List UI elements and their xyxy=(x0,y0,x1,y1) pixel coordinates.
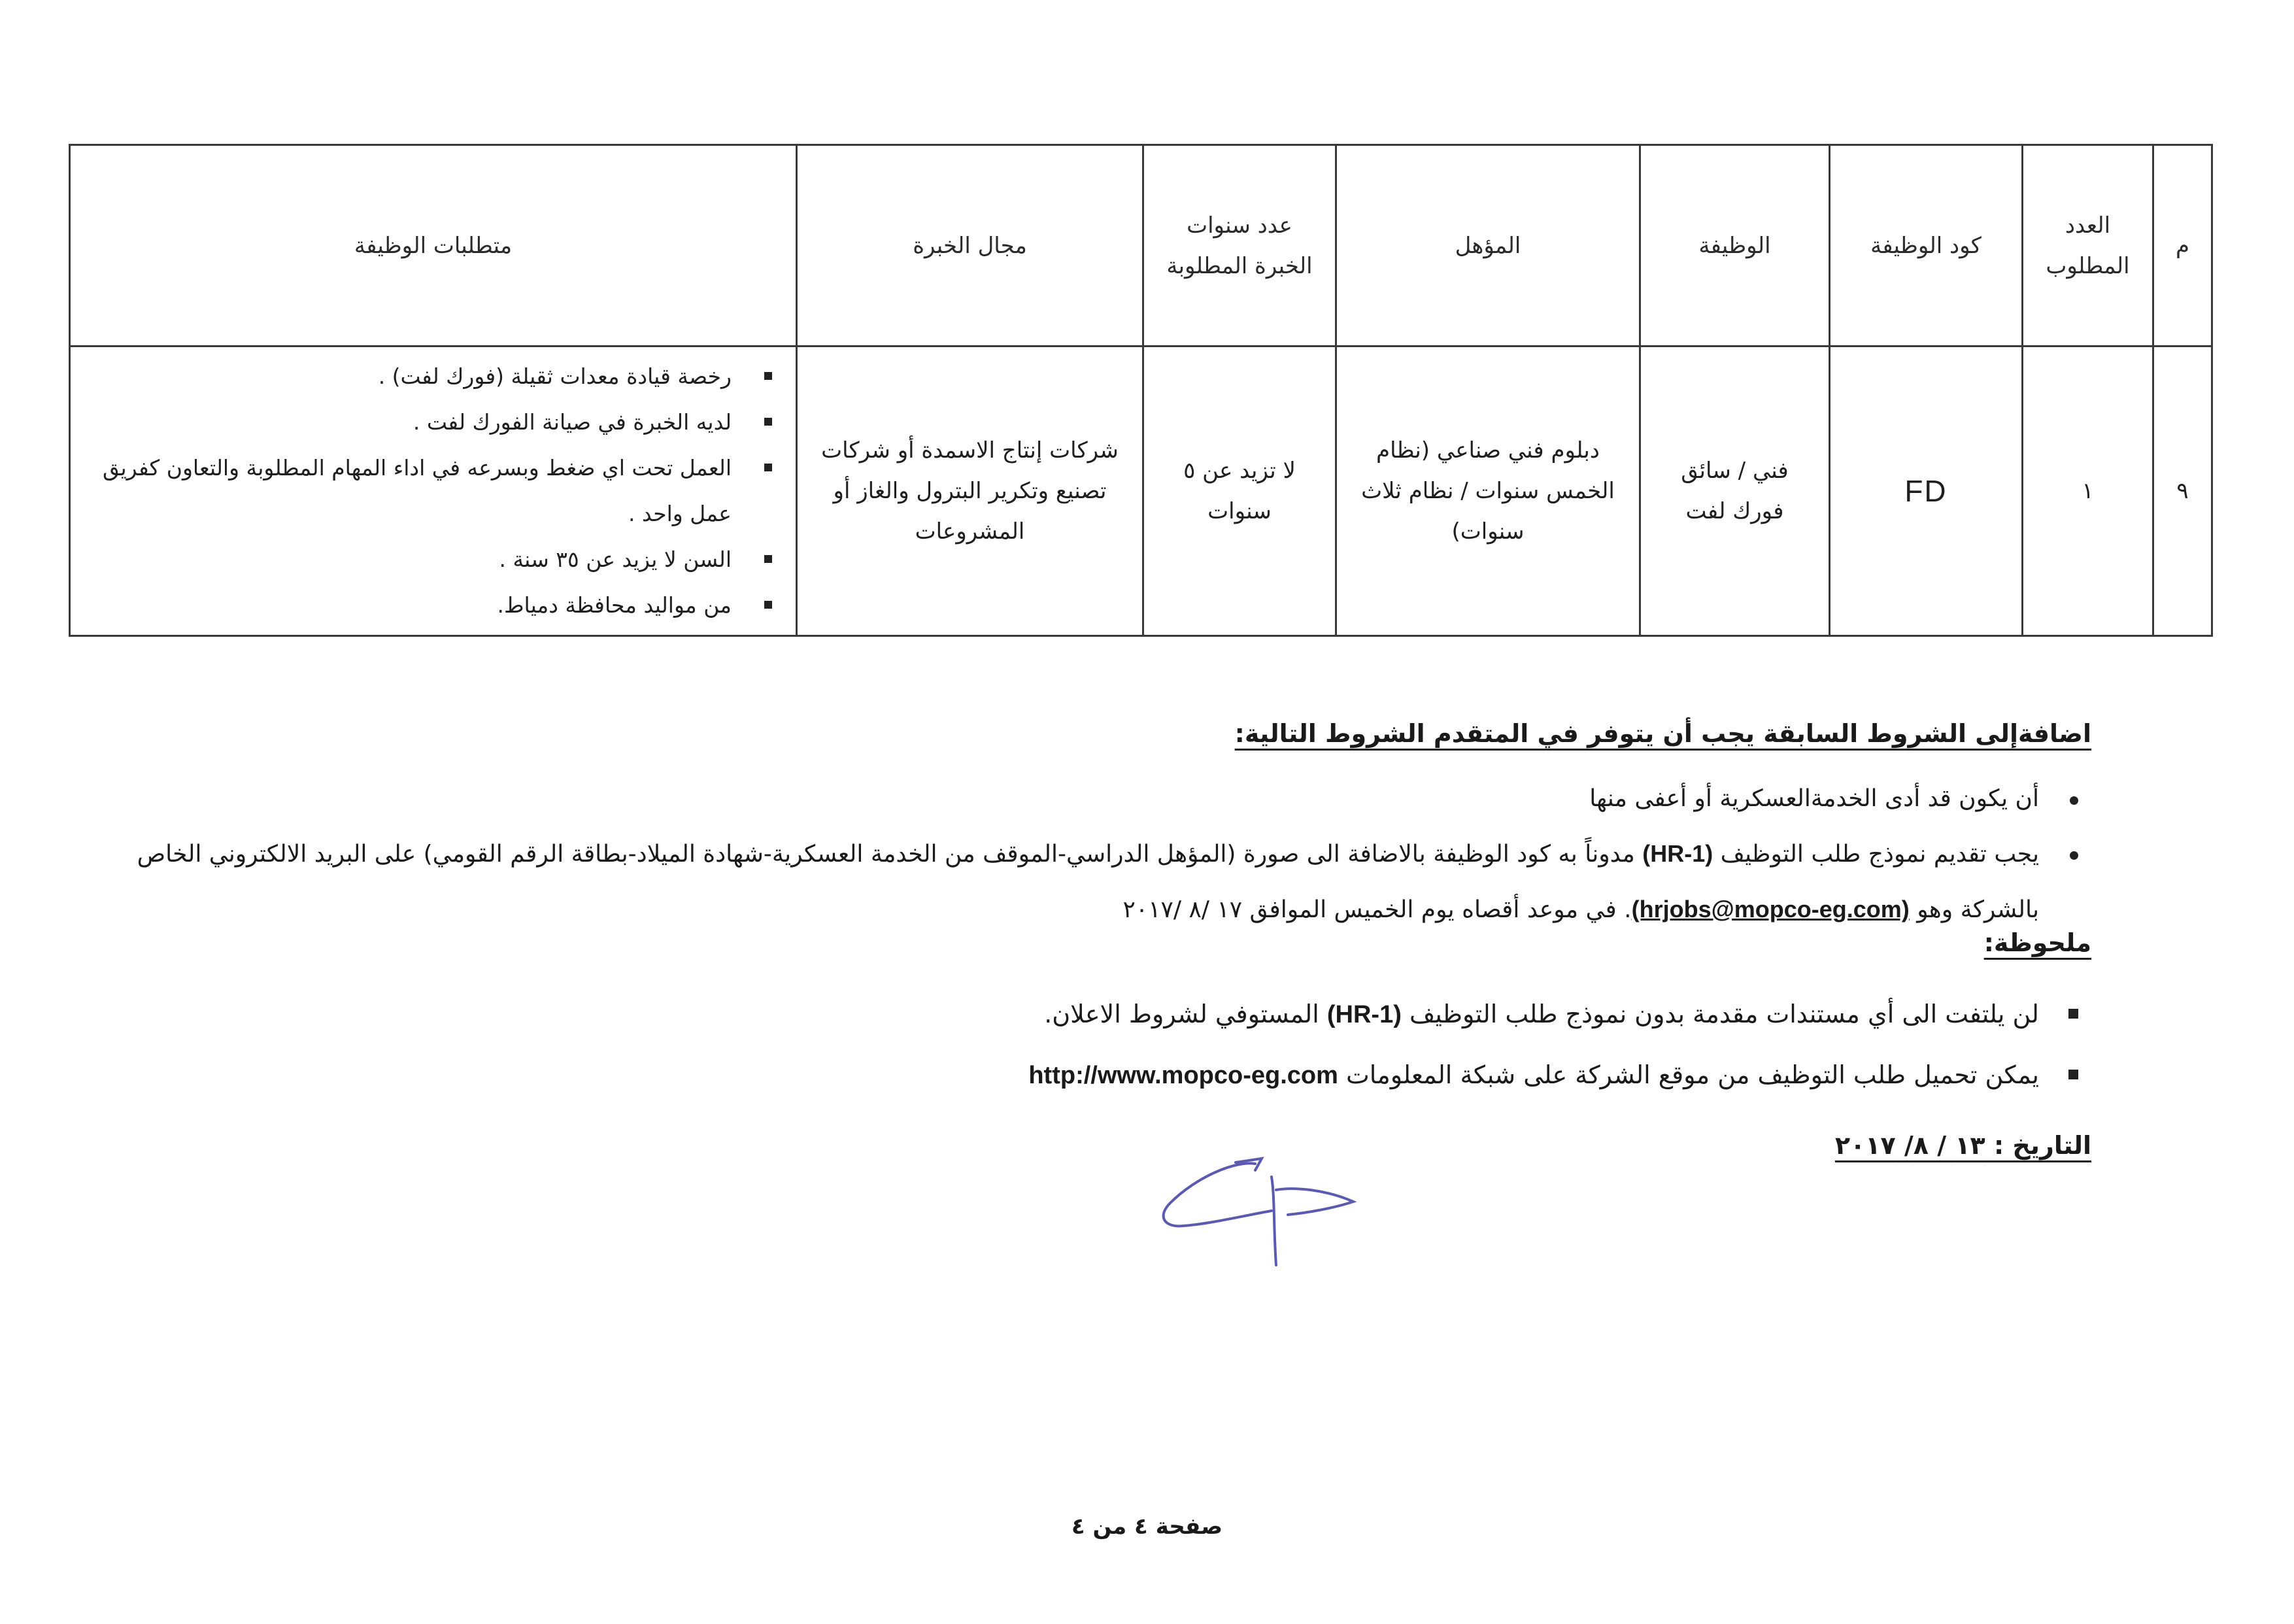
table-row xyxy=(70,347,2212,636)
list-item xyxy=(82,583,777,628)
round-bullet-icon xyxy=(2070,796,2078,805)
condition-text-part3: . في موعد أقصاه يوم الخميس الموافق ١٧ /٨ /٢٠١٧ xyxy=(1122,896,1632,923)
conditions-list xyxy=(130,771,2091,938)
cell-job: فني / سائق فورك لفت xyxy=(1640,347,1830,636)
list-item xyxy=(130,1045,2091,1106)
note-text-part1: لن يلتفت الى أي مستندات مقدمة بدون نموذج طلب التوظيف xyxy=(1409,1000,2039,1028)
list-item xyxy=(82,399,777,445)
header-years: عدد سنوات الخبرة المطلوبة xyxy=(1143,145,1336,347)
condition-text-part1: يجب تقديم نموذج طلب التوظيف xyxy=(1720,841,2039,868)
cell-code: FD xyxy=(1830,347,2023,636)
requirement-text: من مواليد محافظة دمياط. xyxy=(497,592,732,618)
header-code: كود الوظيفة xyxy=(1830,145,2023,347)
signature-mark xyxy=(1157,1151,1379,1281)
header-qualification: المؤهل xyxy=(1336,145,1640,347)
requirement-text: العمل تحت اي ضغط وبسرعه في اداء المهام المطلوبة والتعاون كفريق عمل واحد . xyxy=(102,455,732,526)
square-bullet-icon xyxy=(764,555,772,563)
condition-text-part2: مدوناً به كود الوظيفة بالاضافة الى صورة (المؤهل الدراسي-الموقف من الخدمة العسكرية-شهادة الميلاد-بطاقة الرقم القومي) على البريد الالكتروني الخاص بالشركة وهو xyxy=(137,841,2039,923)
list-item xyxy=(130,984,2091,1045)
header-field: مجال الخبرة xyxy=(797,145,1143,347)
square-bullet-icon xyxy=(764,372,772,380)
cell-years: لا تزيد عن ٥ سنوات xyxy=(1143,347,1336,636)
square-bullet-icon xyxy=(764,601,772,609)
document-date: التاريخ : ١٣ / ٨/ ٢٠١٧ xyxy=(1834,1131,2091,1160)
round-bullet-icon xyxy=(2070,851,2078,860)
requirement-text: رخصة قيادة معدات ثقيلة (فورك لفت) . xyxy=(378,364,732,389)
requirements-list xyxy=(82,354,784,628)
note-title: ملحوظة: xyxy=(1983,928,2091,957)
cell-requirements xyxy=(70,347,797,636)
email-link[interactable]: (hrjobs@mopco-eg.com) xyxy=(1631,896,1910,922)
cell-m: ٩ xyxy=(2153,347,2212,636)
list-item xyxy=(82,445,777,537)
square-bullet-icon xyxy=(764,418,772,426)
note-text-part1: يمكن تحميل طلب التوظيف من موقع الشركة على شبكة المعلومات xyxy=(1346,1060,2039,1089)
requirement-text: السن لا يزيد عن ٣٥ سنة . xyxy=(499,547,732,572)
form-code: (HR-1) xyxy=(1326,1001,1402,1028)
condition-text: أن يكون قد أدى الخدمةالعسكرية أو أعفى منها xyxy=(1589,785,2039,812)
page-number: صفحة ٤ من ٤ xyxy=(1071,1514,1223,1540)
square-bullet-icon xyxy=(764,464,772,471)
list-item xyxy=(82,537,777,583)
cell-count: ١ xyxy=(2023,347,2153,636)
table-header-row xyxy=(70,145,2212,347)
note-text-part2: المستوفي لشروط الاعلان. xyxy=(1044,1000,1319,1028)
list-item xyxy=(82,354,777,399)
square-bullet-icon xyxy=(2068,1009,2078,1019)
square-bullet-icon xyxy=(2068,1070,2078,1079)
header-count: العدد المطلوب xyxy=(2023,145,2153,347)
list-item xyxy=(130,771,2091,826)
header-job: الوظيفة xyxy=(1640,145,1830,347)
header-requirements: متطلبات الوظيفة xyxy=(70,145,797,347)
website-link[interactable]: http://www.mopco-eg.com xyxy=(1028,1062,1338,1089)
requirement-text: لديه الخبرة في صيانة الفورك لفت . xyxy=(413,409,732,435)
conditions-title: اضافةإلى الشروط السابقة يجب أن يتوفر في المتقدم الشروط التالية: xyxy=(1234,719,2091,748)
cell-field: شركات إنتاج الاسمدة أو شركات تصنيع وتكرير البترول والغاز أو المشروعات xyxy=(797,347,1143,636)
notes-list xyxy=(130,984,2091,1106)
list-item xyxy=(130,826,2091,938)
job-table xyxy=(69,144,2213,637)
header-m: م xyxy=(2153,145,2212,347)
cell-qualification: دبلوم فني صناعي (نظام الخمس سنوات / نظام ثلاث سنوات) xyxy=(1336,347,1640,636)
form-code: (HR-1) xyxy=(1642,840,1713,867)
